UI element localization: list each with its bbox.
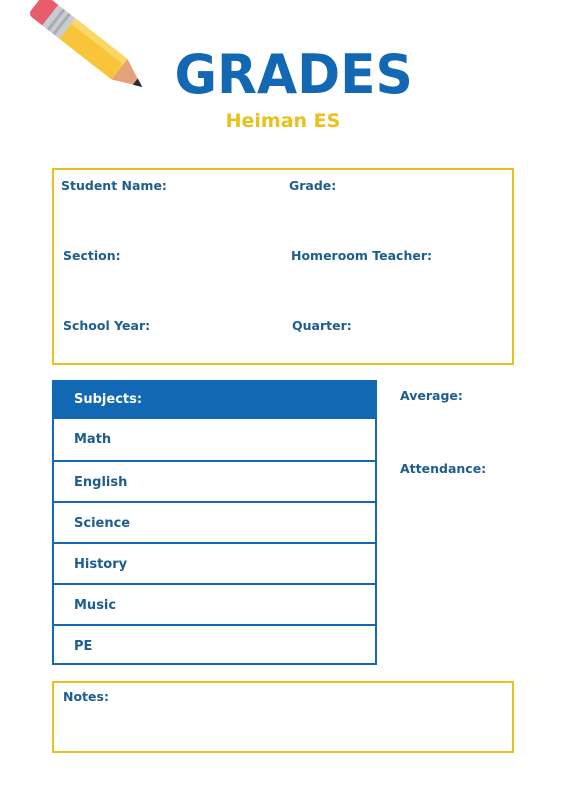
grade-label: Grade: <box>289 178 337 193</box>
subjects-rows <box>52 419 377 665</box>
pencil-icon <box>30 0 160 112</box>
page-title: GRADES <box>174 43 413 106</box>
table-row <box>54 419 375 460</box>
table-row <box>54 624 375 665</box>
subject-label: English <box>74 475 128 490</box>
school-year-label: School Year: <box>63 318 151 333</box>
subject-label: Science <box>74 516 131 531</box>
homeroom-teacher-label: Homeroom Teacher: <box>291 248 432 263</box>
average-label: Average: <box>400 388 463 403</box>
school-name: Heiman ES <box>225 110 341 132</box>
table-row <box>54 583 375 624</box>
table-row <box>54 501 375 542</box>
section-label: Section: <box>63 248 121 263</box>
notes-box <box>52 681 514 753</box>
subjects-table <box>52 380 377 665</box>
notes-label: Notes: <box>63 689 109 704</box>
table-row <box>54 542 375 583</box>
quarter-label: Quarter: <box>292 318 352 333</box>
attendance-label: Attendance: <box>400 461 487 476</box>
student-info-box <box>52 168 514 365</box>
subjects-table-header <box>52 380 377 419</box>
subject-label: Music <box>74 598 117 613</box>
student-name-label: Student Name: <box>61 178 167 193</box>
subjects-header-label: Subjects: <box>74 392 143 407</box>
subject-label: History <box>74 557 128 572</box>
subject-label: PE <box>74 639 93 654</box>
table-row <box>54 460 375 501</box>
subject-label: Math <box>74 432 112 447</box>
